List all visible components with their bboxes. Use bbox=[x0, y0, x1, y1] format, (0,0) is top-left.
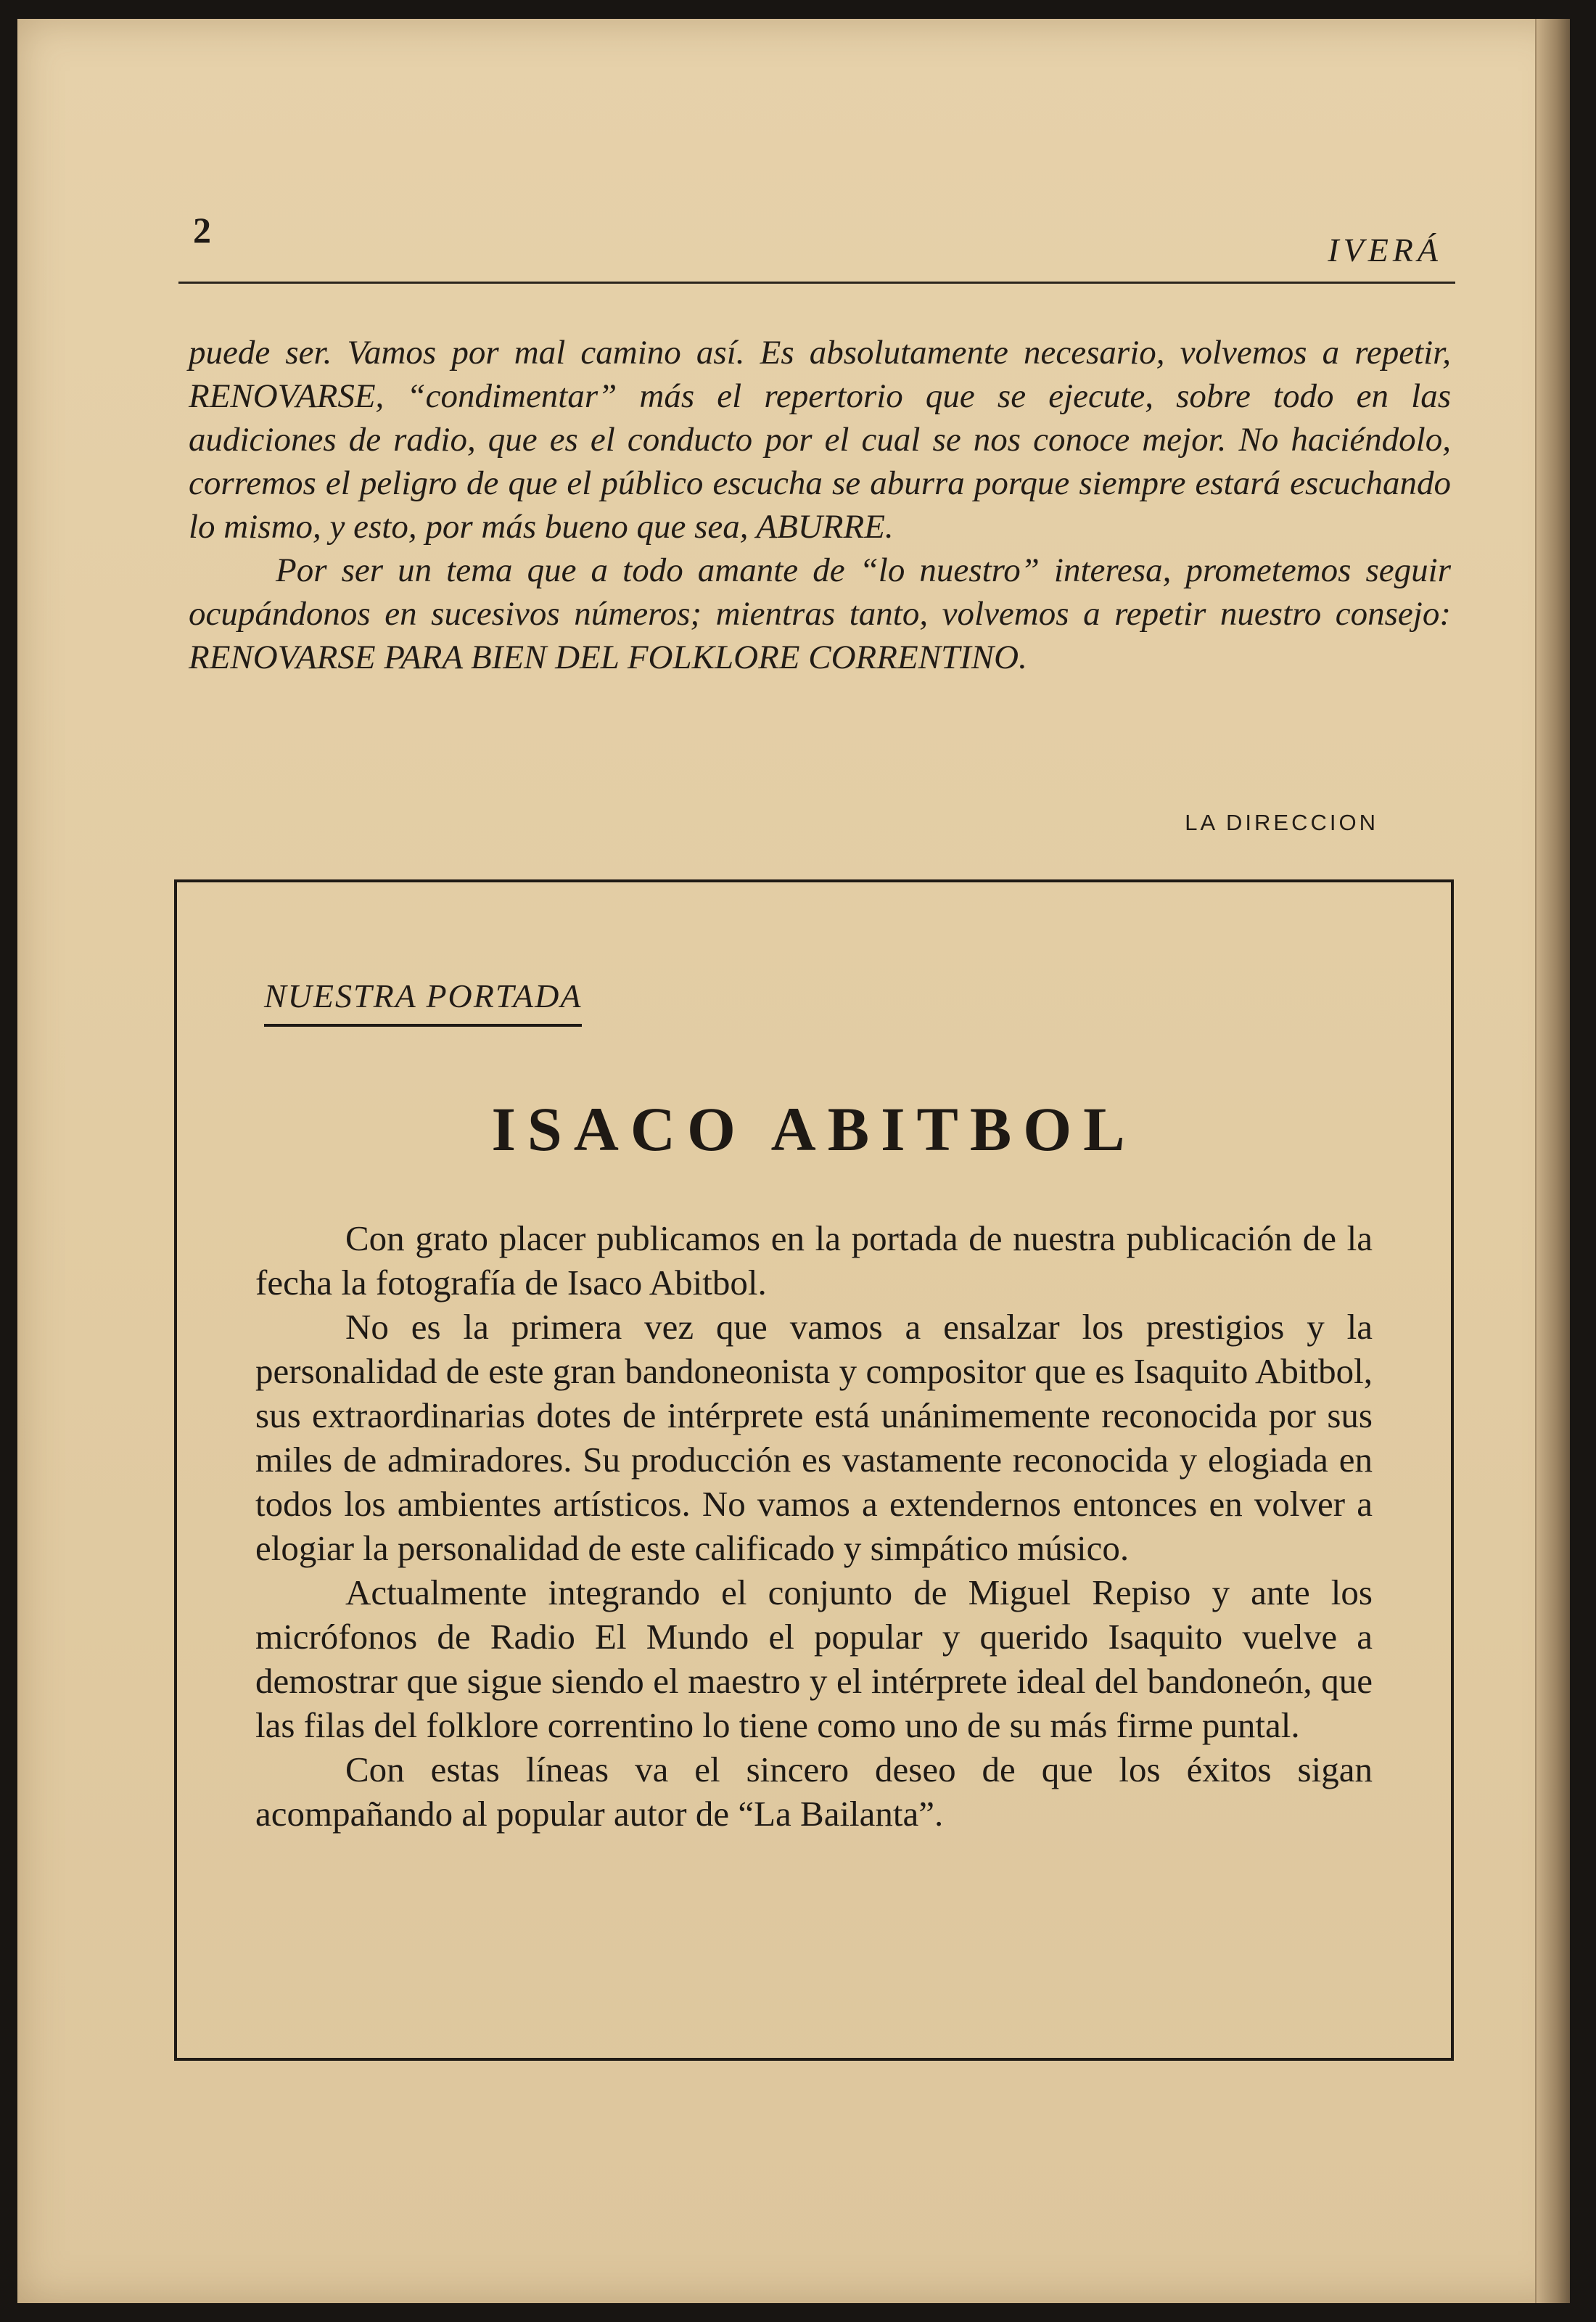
editorial-text bbox=[189, 331, 1451, 679]
section-heading: NUESTRA PORTADA bbox=[264, 977, 582, 1027]
book-spine bbox=[1535, 19, 1570, 2303]
magazine-page bbox=[17, 19, 1570, 2303]
feature-title: ISACO ABITBOL bbox=[491, 1094, 1137, 1164]
editorial-paragraph: puede ser. Vamos por mal camino así. Es absolutamente necesario, volvemos a repetir, RENOVARSE, “condimentar” más el repertorio que se ejecute, sobre todo en las audiciones de radio, que es el conducto por el cual se nos conoce mejor. No haciéndolo, corremos el peligro de que el público escucha se aburra porque siempre estará escuchando lo mismo, y esto, por más bueno que sea, ABURRE. bbox=[189, 334, 1451, 546]
editorial-signature: LA DIRECCION bbox=[1185, 810, 1378, 835]
feature-paragraph: Actualmente integrando el conjunto de Miguel Repiso y ante los micrófonos de Radio El Mundo el popular y querido Isaquito vuelve a demostrar que sigue siendo el maestro y el intérprete ideal del bandoneón, que las filas del folklore correntino lo tiene como uno de su más firme puntal. bbox=[255, 1572, 1373, 1745]
feature-paragraph: No es la primera vez que vamos a ensalzar los prestigios y la personalidad de este gran bandoneonista y compositor que es Isaquito Abitbol, sus extraordinarias dotes de intérprete está unánimemente reconocida por sus miles de admiradores. Su producción es vastamente reconocida y elogiada en todos los ambientes artísticos. No vamos a extendernos entonces en volver a elogiar la personalidad de este calificado y simpático músico. bbox=[255, 1307, 1373, 1568]
running-header bbox=[178, 209, 1455, 284]
page-number: 2 bbox=[193, 210, 211, 250]
feature-body bbox=[255, 1216, 1373, 1836]
journal-name: IVERÁ bbox=[1328, 231, 1442, 268]
feature-paragraph: Con estas líneas va el sincero deseo de que los éxitos sigan acompañando al popular autor de “La Bailanta”. bbox=[255, 1749, 1373, 1834]
cover-feature-box bbox=[174, 879, 1454, 2061]
feature-paragraph: Con grato placer publicamos en la portada de nuestra publicación de la fecha la fotografía de Isaco Abitbol. bbox=[255, 1218, 1373, 1302]
editorial-paragraph: Por ser un tema que a todo amante de “lo nuestro” interesa, prometemos seguir ocupándonos en sucesivos números; mientras tanto, volvemos a repetir nuestro consejo: RENOVARSE PARA BIEN DEL FOLKLORE CORRENTINO. bbox=[189, 551, 1451, 676]
